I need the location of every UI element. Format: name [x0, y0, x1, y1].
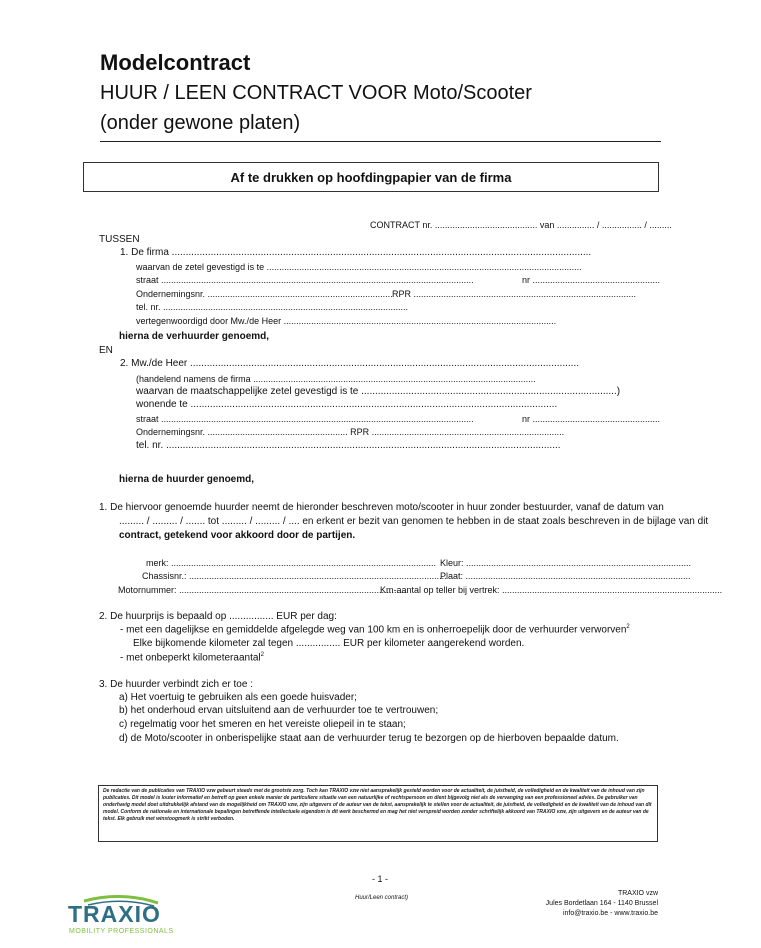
firma-line: 1. De firma ....................................................................................................................................................... — [120, 247, 592, 258]
article-3-b: b) het onderhoud ervan uitsluitend aan de verhuurder toe te vertrouwen; — [119, 705, 439, 716]
article-2-line-2 — [120, 624, 630, 635]
logo-wordmark: TRAXIO — [68, 901, 161, 927]
ondernemingsnr-line: Ondernemingsnr. .......................................................................... — [136, 289, 393, 299]
verhuurder-note: hierna de verhuurder genoemd, — [119, 331, 270, 342]
document-name: Huur/Leen contract) — [355, 895, 409, 901]
article-3-d: d) de Moto/scooter in onberispelijke staat aan de verhuurder terug te bezorgen op de hierboven bepaalde datum. — [119, 733, 619, 744]
page-subtitle-2: (onder gewone platen) — [100, 112, 301, 134]
tel-line: tel. nr. .................................................................................................. — [136, 302, 409, 312]
huurder-note: hierna de huurder genoemd, — [119, 474, 255, 485]
footnote-mark-2: 2 — [260, 652, 264, 658]
traxio-logo — [66, 893, 176, 943]
org-name: TRAXIO vzw — [617, 890, 658, 897]
km-aantal-line: Km-aantal op teller bij vertrek: ........................................................................................ — [380, 585, 723, 595]
org-address: Jules Bordetlaan 164 - 1140 Brussel — [545, 900, 658, 907]
nr-line: nr ................................................... — [522, 275, 661, 285]
wonende-line: wonende te .................................................................................................................................... — [136, 399, 558, 410]
article-2-line-2-text: - met een dagelijkse en gemiddelde afgelegde weg van 100 km en is onherroepelijk door de verhuurder verworven — [120, 624, 627, 636]
straat-line-2: straat ............................................................................................................................. — [136, 414, 474, 424]
tel-line-2: tel. nr. .............................................................................................................................................. — [136, 440, 561, 451]
header-divider — [100, 141, 661, 142]
article-1-line-2: ......... / ......... / ....... tot ......... / ......... / .... en erkent er bezit van genomen te hebben in de staat zoals beschreven in de bijlage van dit — [119, 516, 709, 527]
straat-line: straat ............................................................................................................................. — [136, 275, 474, 285]
article-1-line-1: 1. De hiervoor genoemde huurder neemt de hieronder beschreven moto/scooter in huur zonder bestuurder, vanaf de datum van — [99, 502, 664, 513]
letterhead-box — [83, 162, 659, 192]
tussen-label: TUSSEN — [99, 234, 140, 245]
zetel-line: waarvan de zetel gevestigd is te .............................................................................................................................. — [136, 262, 582, 272]
contract-number-line: CONTRACT nr. ......................................... van ............... / ................ / ......... — [370, 220, 672, 230]
mw-heer-line: 2. Mw./de Heer ............................................................................................................................................ — [120, 358, 579, 369]
page-subtitle: HUUR / LEEN CONTRACT VOOR Moto/Scooter — [100, 82, 532, 104]
en-label: EN — [99, 345, 113, 356]
article-1-line-3: contract, getekend voor akkoord door de partijen. — [119, 530, 356, 541]
org-contact: info@traxio.be - www.traxio.be — [562, 910, 658, 917]
logo-tagline: MOBILITY PROFESSIONALS — [69, 928, 174, 935]
article-3-line-0: 3. De huurder verbindt zich er toe : — [99, 679, 253, 690]
article-2-line-4-text: - met onbeperkt kilometeraantal — [120, 652, 261, 664]
disclaimer-box: De redactie van de publicaties van TRAXIO vzw gebeurt steeds met de grootste zorg. Toch kan TRAXIO vzw niet aansprakelijk gesteld worden voor de actualiteit, de juistheid, de volledigheid en de kwaliteit van de inhoud van zijn publicaties. Dit model is louter informatief en betreft op geen enkele manier de particuliere situatie van een natuurlijke of rechtspersoon en dient bijgevolg niet als de vervanging van een professioneel advies. De gebruiker van onderhavig model doet uitdrukkelijk afstand van de mogelijkheid om TRAXIO vzw, zijn uitgevers of de auteur van de tekst, aansprakelijk te stellen voor de actualiteit, de juistheid, de volledigheid en de kwaliteit van de inhoud van dit model. Conform de nationale en internationale bepalingen betreffende intellectuele eigendom is dit werk beschermd en mag het niet verspreid worden zonder schriftelijk akkoord van TRAXIO vzw, zijn uitgevers en de auteur van de tekst. Elk gebruik met winstoogmerk is strikt verboden. — [98, 785, 658, 842]
nr-line-2: nr ................................................... — [522, 414, 661, 424]
page-number: - 1 - — [372, 874, 389, 884]
motornummer-line: Motornummer: ........................................................................................... — [118, 585, 407, 595]
ondernemingsnr-line-2: Ondernemingsnr. ........................................................ RPR ............................................................................. — [136, 427, 565, 437]
article-3-a: a) Het voertuig te gebruiken als een goede huisvader; — [119, 692, 357, 703]
handelend-line: (handelend namens de firma ................................................................................................................. — [136, 374, 536, 384]
rpr-line: RPR ......................................................................................... — [392, 289, 637, 299]
article-2-line-3: Elke bijkomende kilometer zal tegen ................ EUR per kilometer aangerekend worden. — [133, 638, 525, 649]
plaat-line: Plaat: .......................................................................................... — [440, 571, 691, 581]
letterhead-note: Af te drukken op hoofdingpapier van de firma — [230, 169, 512, 185]
vertegenwoordigd-line: vertegenwoordigd door Mw./de Heer ............................................................................................................. — [136, 316, 557, 326]
maatschappelijke-zetel-line: waarvan de maatschappelijke zetel gevestigd is te ............................................................................................) — [136, 386, 621, 397]
chassisnr-line: Chassisnr.: ....................................................................................................... — [142, 571, 447, 581]
article-2-line-1: 2. De huurprijs is bepaald op ................ EUR per dag: — [99, 611, 337, 622]
merk-line: merk: .......................................................................................................... — [146, 558, 437, 568]
kleur-line: Kleur: .......................................................................................... — [440, 558, 692, 568]
article-3-c: c) regelmatig voor het smeren en het vereiste oliepeil in te staan; — [119, 719, 406, 730]
footnote-mark: 2 — [626, 624, 630, 630]
page-title: Modelcontract — [100, 50, 251, 75]
article-2-line-4 — [120, 652, 264, 663]
